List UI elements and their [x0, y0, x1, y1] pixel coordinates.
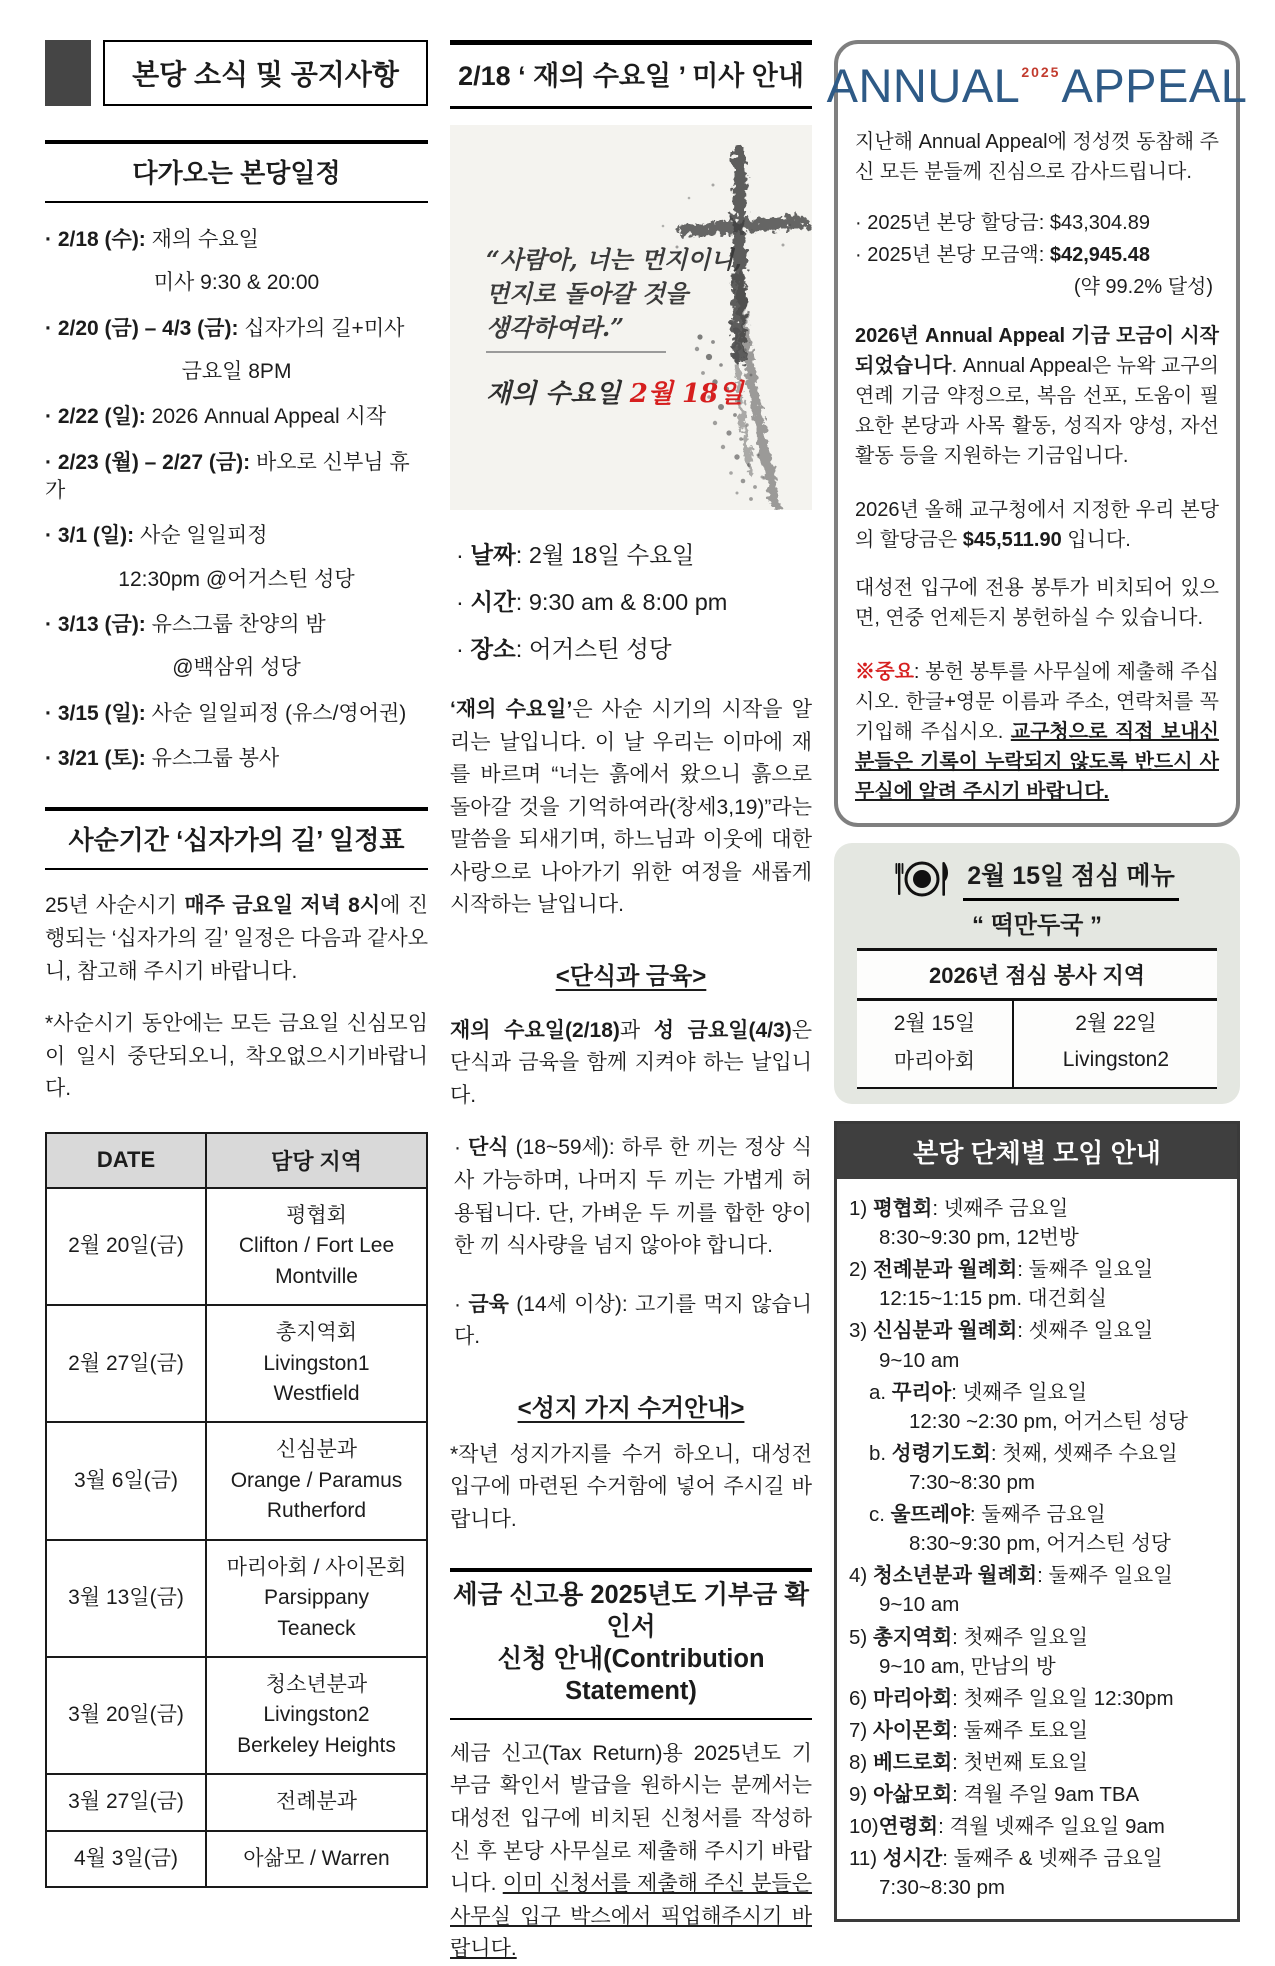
group-item: 2) 전례분과 월례회: 둘째주 일요일 12:15~1:15 pm. 대건회실 [849, 1258, 1154, 1311]
schedule-item: · 3/21 (토): 유스그룹 봉사 [45, 747, 280, 771]
schedule-item: · 2/20 (금) – 4/3 (금): 십자가의 길+미사 금요일 8PM [45, 315, 428, 387]
group-item: 4) 청소년분과 월례회: 둘째주 일요일 9~10 am [849, 1564, 1173, 1617]
page-title: 본당 소식 및 공지사항 [103, 40, 428, 106]
left-column [45, 40, 428, 1966]
header-accent-square [45, 40, 91, 106]
palm-collection-heading: <성지 가지 수거안내> [517, 1394, 745, 1422]
quote-divider-line [486, 351, 666, 353]
group-item: 11) 성시간: 둘째주 & 넷째주 금요일 7:30~8:30 pm [849, 1847, 1163, 1900]
group-item: b. 성령기도회: 첫째, 셋째주 수요일 7:30~8:30 pm [869, 1441, 1178, 1494]
appeal-envelope-note: 대성전 입구에 전용 봉투가 비치되어 있으면, 연중 언제든지 봉헌하실 수 있습니다. [855, 577, 1219, 629]
table-row: 3월 27일(금) 전례분과 [46, 1774, 427, 1830]
ash-wednesday-quote: “사람아, 너는 먼지이니, 먼지로 돌아갈 것을 생각하여라.” [486, 245, 742, 343]
mass-date: · 날짜: 2월 18일 수요일 [456, 542, 695, 568]
ash-wednesday-caption: 재의 수요일 2월 18일 [486, 379, 744, 409]
ash-wednesday-image [450, 125, 812, 510]
schedule-item: · 2/22 (일): 2026 Annual Appeal 시작 [45, 405, 387, 429]
upcoming-schedule-list [45, 203, 428, 777]
right-column [826, 40, 1248, 1966]
mass-details [450, 536, 812, 664]
group-item: c. 울뜨레야: 둘째주 금요일 8:30~9:30 pm, 어거스틴 성당 [869, 1503, 1171, 1556]
group-item: 7) 사이몬회: 둘째주 토요일 [849, 1718, 1089, 1742]
annual-appeal-box [826, 40, 1248, 827]
group-item: 3) 신심분과 월례회: 셋째주 일요일 9~10 am [849, 1319, 1154, 1372]
schedule-item: · 2/18 (수): 재의 수요일 미사 9:30 & 20:00 [45, 226, 428, 298]
palm-collection-text: *작년 성지가지를 수거 하오니, 대성전 입구에 마련된 수거함에 넣어 주시길 바랍니다. [450, 1442, 812, 1531]
appeal-important-note: ※중요: 봉헌 봉투를 사무실에 제출해 주십시오. 한글+영문 이름과 주소, 연락처를 꼭 기입해 주십시오. 교구청으로 직접 보내신 분들은 기록이 누락되지 않도록 반드시 사무실에 알려 주시기 바랍니다. [855, 661, 1220, 803]
left-column-header [45, 40, 428, 106]
ash-wednesday-paragraph: ‘재의 수요일’은 사순 시기의 시작을 알리는 날입니다. 이 날 우리는 이마에 재를 바르며 “너는 흙에서 왔으니 흙으로 돌아갈 것을 기억하여라(창세3,19)”라는 말씀을 되새기며, 하느님과 이웃에 대한 사랑으로 나아가기 위한 여정을 새롭게 시작하는 날입니다. [450, 698, 812, 917]
appeal-2026-start: 2026년 Annual Appeal 기금 모금이 시작되었습니다. Annual Appeal은 뉴왁 교구의 연례 기금 약정으로, 복음 선포, 도움이 필요한 본당과 사목 활동, 성직자 양성, 자선 활동 등을 지원하는 기금입니다. [855, 325, 1219, 467]
table-row: 3월 13일(금) 마리아회 / 사이몬회 Parsippany Teaneck [46, 1540, 427, 1657]
lunch-date-1: 2월 15일 [893, 1012, 976, 1035]
lunch-group-2: Livingston2 [1013, 1039, 1217, 1088]
appeal-quota-2025: · 2025년 본당 할당금: $43,304.89 [855, 212, 1150, 234]
parish-groups-list [837, 1179, 1237, 1919]
column-header-region: 담당 지역 [206, 1133, 427, 1188]
lunch-table-title: 2026년 점심 봉사 지역 [857, 950, 1218, 1000]
mass-time: · 시간: 9:30 am & 8:00 pm [456, 589, 728, 615]
stations-rota-table [45, 1132, 428, 1888]
schedule-item-sub: @백삼위 성당 [172, 656, 301, 680]
mass-location: · 장소: 어거스틴 성당 [456, 636, 672, 662]
parish-groups-title: 본당 단체별 모임 안내 [837, 1124, 1237, 1179]
appeal-thanks: 지난해 Annual Appeal에 정성껏 동참해 주신 모든 분들께 진심으로 감사드립니다. [855, 131, 1219, 183]
column-header-date: DATE [46, 1133, 206, 1188]
lunch-menu-item: “ 떡만두국 ” [971, 912, 1103, 939]
appeal-achievement: (약 99.2% 달성) [1073, 276, 1213, 298]
contribution-statement-body: 세금 신고(Tax Return)용 2025년도 기부금 확인서 발급을 원하시는 분께서는 대성전 입구에 비치된 신청서를 작성하신 후 본당 사무실로 제출해 주시기 바랍니다. 이미 신청서를 제출해 주신 분들은 사무실 입구 박스에서 픽업해주시기 바랍니다. [450, 1741, 813, 1961]
table-row: 2월 27일(금) 총지역회 Livingston1 Westfield [46, 1305, 427, 1422]
logo-year-badge: 2025 [1021, 64, 1061, 80]
schedule-item: · 3/15 (일): 사순 일일피정 (유스/영어권) [45, 701, 407, 725]
lunch-group-1: 마리아회 [857, 1039, 1014, 1088]
group-item: 10)연령회: 격월 넷째주 일요일 9am [849, 1815, 1165, 1839]
appeal-raised-2025: · 2025년 본당 모금액: $42,945.48 [855, 244, 1150, 266]
group-item: a. 꾸리아: 넷째주 일요일 12:30 ~2:30 pm, 어거스틴 성당 [869, 1380, 1188, 1433]
schedule-item-sub: 금요일 8PM [181, 360, 292, 384]
fasting-rule: · 단식 (18~59세): 하루 한 끼는 정상 식사 가능하며, 나머지 두 끼는 가볍게 허용됩니다. 단, 가벼운 두 끼를 합한 양이 한 끼 식사량을 넘지 않아야 합니다. [454, 1136, 812, 1258]
fasting-abstinence-heading: <단식과 금육> [555, 962, 707, 990]
appeal-amounts [855, 207, 1219, 303]
stations-intro: 25년 사순시기 매주 금요일 저녁 8시에 진행되는 ‘십자가의 길’ 일정은 다음과 같사오니, 참고해 주시기 바랍니다. [45, 894, 428, 983]
lunch-menu-title: 2월 15일 점심 메뉴 [963, 856, 1178, 901]
section-title-upcoming-schedule: 다가오는 본당일정 [45, 140, 428, 203]
lunch-menu-header [849, 856, 1225, 901]
schedule-item-sub: 미사 9:30 & 20:00 [153, 271, 320, 295]
group-item: 5) 총지역회: 첫째주 일요일 9~10 am, 만남의 방 [849, 1625, 1089, 1678]
annual-appeal-logo: ANNUAL 2025 APPEAL [826, 59, 1248, 112]
group-item: 8) 베드로회: 첫번째 토요일 [849, 1750, 1089, 1774]
lunch-menu-box [834, 843, 1240, 1104]
table-row: 2월 20일(금) 평협회 Clifton / Fort Lee Montville [46, 1188, 427, 1305]
fasting-intro: 재의 수요일(2/18)과 성 금요일(4/3)은 단식과 금육을 함께 지켜야 하는 날입니다. [450, 1018, 812, 1107]
group-item: 1) 평협회: 넷째주 금요일 8:30~9:30 pm, 12번방 [849, 1197, 1079, 1250]
plate-cutlery-icon [895, 861, 951, 897]
appeal-2026-quota: 2026년 올해 교구청에서 지정한 우리 본당의 할당금은 $45,511.90 입니다. [855, 499, 1219, 551]
lunch-service-table [857, 948, 1218, 1089]
stations-note: *사순시기 동안에는 모든 금요일 신심모임이 일시 중단되오니, 착오없으시기바랍니다. [45, 1012, 428, 1101]
group-item: 6) 마리아회: 첫째주 일요일 12:30pm [849, 1686, 1174, 1710]
section-title-ash-wednesday-mass: 2/18 ‘ 재의 수요일 ’ 미사 안내 [450, 40, 812, 109]
group-item: 9) 아삶모회: 격월 주일 9am TBA [849, 1783, 1140, 1807]
lunch-date-2: 2월 22일 [1013, 1000, 1217, 1040]
schedule-item: · 2/23 (월) – 2/27 (금): 바오로 신부님 휴가 [45, 450, 410, 503]
table-row: 4월 3일(금) 아삶모 / Warren [46, 1831, 427, 1887]
section-title-stations-of-cross: 사순기간 ‘십자가의 길’ 일정표 [45, 807, 428, 870]
abstinence-rule: · 금육 (14세 이상): 고기를 먹지 않습니다. [454, 1292, 812, 1349]
schedule-item: · 3/13 (금): 유스그룹 찬양의 밤 @백삼위 성당 [45, 611, 428, 683]
parish-groups-box [834, 1121, 1240, 1922]
table-row: 3월 6일(금) 신심분과 Orange / Paramus Rutherford [46, 1422, 427, 1539]
table-row: 3월 20일(금) 청소년분과 Livingston2 Berkeley Heights [46, 1657, 427, 1774]
schedule-item-sub: 12:30pm @어거스틴 성당 [118, 567, 355, 591]
middle-column [450, 40, 812, 1966]
schedule-item: · 3/1 (일): 사순 일일피정 12:30pm @어거스틴 성당 [45, 522, 428, 594]
section-title-contribution-statement: 세금 신고용 2025년도 기부금 확인서 신청 안내(Contribution Statement) [450, 1568, 812, 1720]
table-header-row [46, 1133, 427, 1188]
